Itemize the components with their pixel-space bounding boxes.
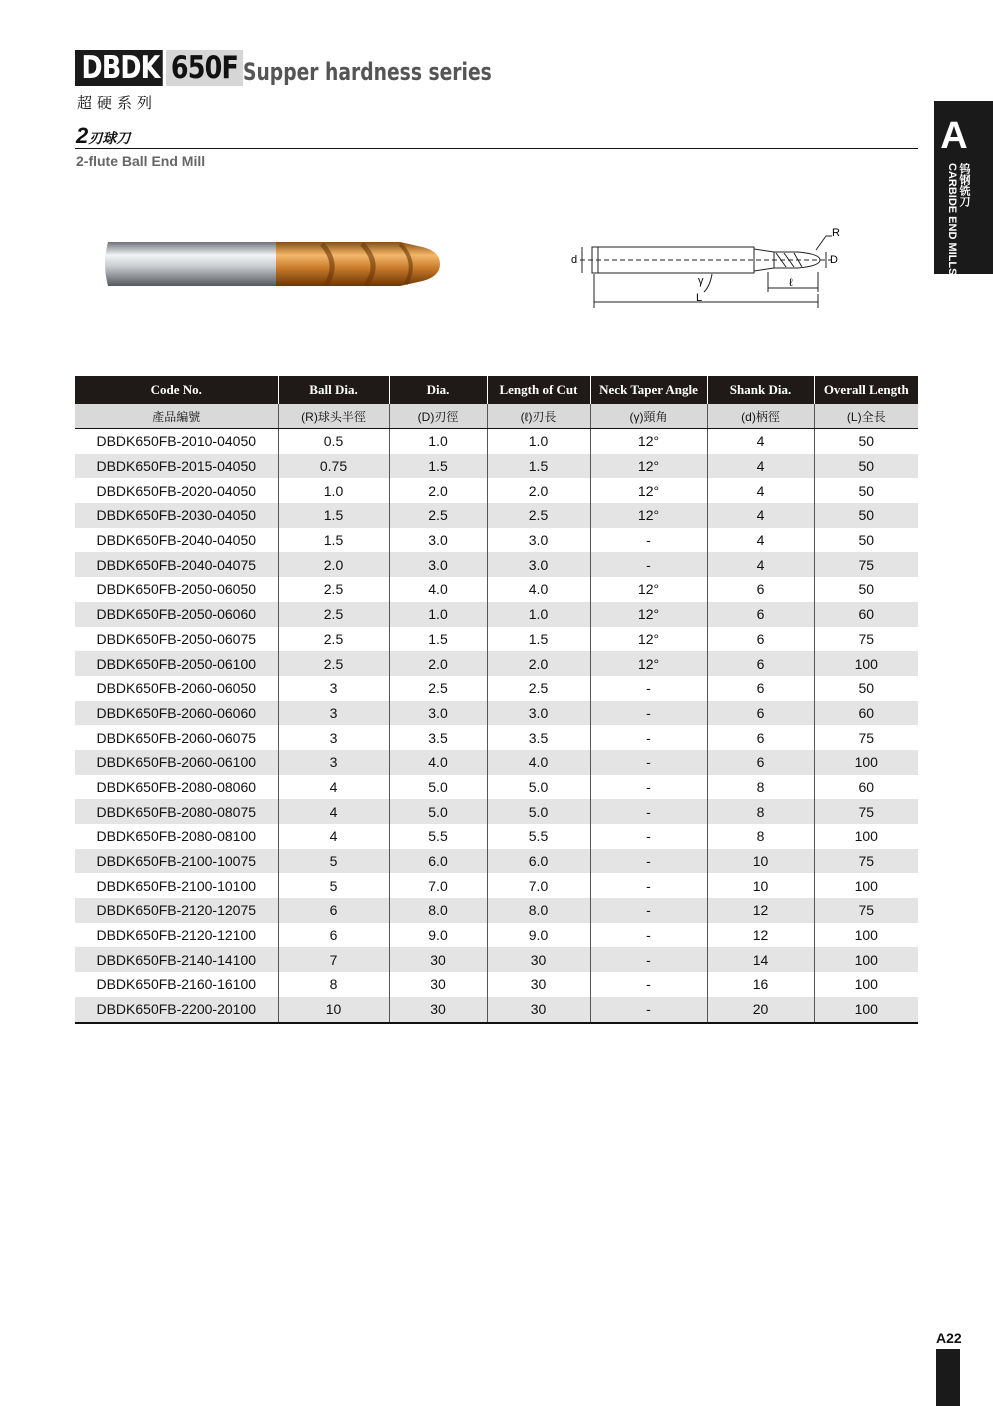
cell-length-of-cut: 1.0 bbox=[487, 602, 590, 627]
tool-dimension-diagram bbox=[562, 222, 852, 314]
flute-text-cn: 刃球刀 bbox=[88, 130, 131, 146]
table-row bbox=[75, 528, 918, 553]
flute-count: 2 bbox=[76, 123, 89, 148]
cell-shank-dia: 6 bbox=[707, 651, 814, 676]
cell-shank-dia: 4 bbox=[707, 528, 814, 553]
cell-dia: 30 bbox=[389, 947, 487, 972]
table-row bbox=[75, 775, 918, 800]
table-row bbox=[75, 824, 918, 849]
cell-shank-dia: 6 bbox=[707, 750, 814, 775]
cell-overall-length: 50 bbox=[814, 429, 918, 454]
cell-length-of-cut: 1.5 bbox=[487, 627, 590, 652]
cell-dia: 1.0 bbox=[389, 429, 487, 454]
table-row bbox=[75, 478, 918, 503]
cell-overall-length: 100 bbox=[814, 824, 918, 849]
table-row bbox=[75, 651, 918, 676]
cell-neck-taper-angle: - bbox=[590, 528, 707, 553]
table-row bbox=[75, 725, 918, 750]
cell-length-of-cut: 30 bbox=[487, 997, 590, 1023]
cell-neck-taper-angle: 12° bbox=[590, 602, 707, 627]
cell-ball-dia: 1.0 bbox=[278, 478, 389, 503]
spec-table-body bbox=[75, 429, 918, 1023]
cell-dia: 3.0 bbox=[389, 552, 487, 577]
table-row bbox=[75, 799, 918, 824]
cell-shank-dia: 4 bbox=[707, 478, 814, 503]
cell-shank-dia: 8 bbox=[707, 799, 814, 824]
cell-neck-taper-angle: 12° bbox=[590, 429, 707, 454]
cell-shank-dia: 8 bbox=[707, 775, 814, 800]
page-marker-bar bbox=[936, 1349, 960, 1406]
cell-overall-length: 60 bbox=[814, 775, 918, 800]
table-row bbox=[75, 701, 918, 726]
cell-ball-dia: 0.5 bbox=[278, 429, 389, 454]
cell-ball-dia: 4 bbox=[278, 775, 389, 800]
cell-ball-dia: 3 bbox=[278, 676, 389, 701]
label-dia: D bbox=[830, 254, 838, 266]
cell-ball-dia: 3 bbox=[278, 750, 389, 775]
table-row bbox=[75, 503, 918, 528]
cell-dia: 30 bbox=[389, 972, 487, 997]
cell-code-no: DBDK650FB-2100-10075 bbox=[75, 849, 278, 874]
column-header-cn-code-no: 產品編號 bbox=[75, 404, 278, 429]
cell-code-no: DBDK650FB-2010-04050 bbox=[96, 433, 257, 450]
cell-neck-taper-angle: - bbox=[590, 701, 707, 726]
table-row bbox=[75, 849, 918, 874]
cell-ball-dia: 2.0 bbox=[278, 552, 389, 577]
cell-dia: 1.5 bbox=[389, 454, 487, 479]
column-header-cn-shank-dia: (d)柄徑 bbox=[707, 404, 814, 429]
cell-neck-taper-angle: 12° bbox=[590, 651, 707, 676]
cell-code-no: DBDK650FB-2040-04075 bbox=[75, 552, 278, 577]
cell-dia: 5.0 bbox=[389, 799, 487, 824]
cell-ball-dia: 6 bbox=[278, 898, 389, 923]
cell-overall-length: 50 bbox=[814, 478, 918, 503]
cell-neck-taper-angle: - bbox=[590, 725, 707, 750]
cell-shank-dia: 4 bbox=[707, 454, 814, 479]
cell-ball-dia: 0.75 bbox=[278, 454, 389, 479]
cell-length-of-cut: 2.5 bbox=[487, 503, 590, 528]
cell-dia: 2.5 bbox=[389, 503, 487, 528]
cell-code-no: DBDK650FB-2030-04050 bbox=[75, 503, 278, 528]
cell-code-no: DBDK650FB-2080-08075 bbox=[75, 799, 278, 824]
table-row bbox=[75, 750, 918, 775]
cell-dia: 8.0 bbox=[389, 898, 487, 923]
cell-neck-taper-angle: - bbox=[590, 947, 707, 972]
cell-length-of-cut: 6.0 bbox=[487, 849, 590, 874]
ball-end-mill-photo bbox=[100, 230, 445, 296]
cell-shank-dia: 8 bbox=[707, 824, 814, 849]
cell-code-no: DBDK650FB-2060-06060 bbox=[75, 701, 278, 726]
cell-length-of-cut: 5.0 bbox=[487, 799, 590, 824]
cell-code-no: DBDK650FB-2050-06060 bbox=[75, 602, 278, 627]
column-header-dia: Dia. bbox=[389, 376, 487, 404]
cell-overall-length: 75 bbox=[814, 849, 918, 874]
table-row bbox=[75, 676, 918, 701]
cell-length-of-cut: 4.0 bbox=[487, 750, 590, 775]
cell-dia: 2.0 bbox=[389, 651, 487, 676]
column-header-neck-taper-angle: Neck Taper Angle bbox=[590, 376, 707, 404]
chapter-label-cn: 钨钢铣刀 bbox=[958, 163, 970, 207]
cell-shank-dia: 4 bbox=[707, 429, 814, 454]
cell-length-of-cut: 3.5 bbox=[487, 725, 590, 750]
cell-ball-dia: 2.5 bbox=[278, 602, 389, 627]
cell-dia: 2.5 bbox=[389, 676, 487, 701]
column-header-length-of-cut: Length of Cut bbox=[487, 376, 590, 404]
table-row bbox=[75, 997, 918, 1023]
table-row bbox=[75, 454, 918, 479]
cell-shank-dia: 6 bbox=[707, 602, 814, 627]
cell-shank-dia: 6 bbox=[707, 725, 814, 750]
cell-ball-dia: 2.5 bbox=[278, 651, 389, 676]
column-header-cn-overall-length: (L)全長 bbox=[814, 404, 918, 429]
cell-overall-length: 75 bbox=[814, 552, 918, 577]
cell-length-of-cut: 2.5 bbox=[487, 676, 590, 701]
cell-overall-length: 50 bbox=[814, 528, 918, 553]
cell-shank-dia: 6 bbox=[707, 577, 814, 602]
cell-overall-length: 75 bbox=[814, 799, 918, 824]
cell-ball-dia: 3 bbox=[278, 725, 389, 750]
cell-overall-length: 100 bbox=[814, 873, 918, 898]
cell-length-of-cut: 5.5 bbox=[487, 824, 590, 849]
column-header-code-no: Code No. bbox=[75, 376, 278, 404]
header-row-cn bbox=[75, 404, 918, 429]
cell-length-of-cut: 3.0 bbox=[487, 552, 590, 577]
cell-neck-taper-angle: - bbox=[590, 824, 707, 849]
cell-dia: 3.0 bbox=[389, 701, 487, 726]
section-title: 2-flute Ball End Mill bbox=[76, 153, 206, 169]
cell-code-no: DBDK650FB-2050-06075 bbox=[96, 630, 257, 647]
header-rule bbox=[75, 148, 918, 149]
cell-ball-dia: 6 bbox=[278, 923, 389, 948]
column-header-cn-neck-taper-angle: (γ)頸角 bbox=[590, 404, 707, 429]
cell-dia: 2.0 bbox=[389, 478, 487, 503]
cell-neck-taper-angle: - bbox=[590, 997, 707, 1023]
section-title-cn bbox=[76, 123, 130, 149]
cell-length-of-cut: 3.0 bbox=[487, 701, 590, 726]
cell-dia: 5.0 bbox=[389, 775, 487, 800]
cell-overall-length: 75 bbox=[814, 627, 918, 652]
label-d: d bbox=[571, 254, 578, 266]
cell-overall-length: 100 bbox=[814, 651, 918, 676]
header-row-en bbox=[75, 376, 918, 404]
cell-shank-dia: 20 bbox=[707, 997, 814, 1023]
cell-ball-dia: 2.5 bbox=[278, 577, 389, 602]
chapter-letter: A bbox=[940, 115, 968, 157]
cell-neck-taper-angle: 12° bbox=[590, 503, 707, 528]
cell-overall-length: 50 bbox=[814, 454, 918, 479]
cell-shank-dia: 14 bbox=[707, 947, 814, 972]
cell-neck-taper-angle: - bbox=[590, 676, 707, 701]
cell-ball-dia: 1.5 bbox=[278, 528, 389, 553]
column-header-cn-length-of-cut: (ℓ)刃長 bbox=[487, 404, 590, 429]
cell-length-of-cut: 8.0 bbox=[487, 898, 590, 923]
cell-shank-dia: 4 bbox=[707, 503, 814, 528]
cell-length-of-cut: 30 bbox=[487, 947, 590, 972]
cell-neck-taper-angle: 12° bbox=[590, 627, 707, 652]
cell-length-of-cut: 30 bbox=[487, 972, 590, 997]
cell-ball-dia: 7 bbox=[278, 947, 389, 972]
cell-overall-length: 50 bbox=[814, 503, 918, 528]
cell-overall-length: 100 bbox=[814, 972, 918, 997]
label-r: R bbox=[832, 227, 840, 239]
cell-length-of-cut: 5.0 bbox=[487, 775, 590, 800]
cell-neck-taper-angle: - bbox=[590, 552, 707, 577]
cell-neck-taper-angle: 12° bbox=[590, 577, 707, 602]
cell-length-of-cut: 9.0 bbox=[487, 923, 590, 948]
label-length-of-cut: ℓ bbox=[789, 277, 793, 289]
cell-overall-length: 100 bbox=[814, 947, 918, 972]
cell-dia: 30 bbox=[389, 997, 487, 1023]
cell-shank-dia: 6 bbox=[707, 676, 814, 701]
column-header-shank-dia: Shank Dia. bbox=[707, 376, 814, 404]
cell-dia: 7.0 bbox=[389, 873, 487, 898]
cell-dia: 9.0 bbox=[389, 923, 487, 948]
cell-neck-taper-angle: - bbox=[590, 898, 707, 923]
chapter-label bbox=[946, 163, 970, 275]
spec-table bbox=[75, 376, 918, 1024]
cell-neck-taper-angle: 12° bbox=[590, 454, 707, 479]
cell-neck-taper-angle: - bbox=[590, 849, 707, 874]
cell-length-of-cut: 1.0 bbox=[487, 429, 590, 454]
cell-shank-dia: 10 bbox=[707, 849, 814, 874]
cell-neck-taper-angle: - bbox=[590, 873, 707, 898]
table-row bbox=[75, 552, 918, 577]
table-row bbox=[75, 577, 918, 602]
table-row bbox=[75, 898, 918, 923]
cell-shank-dia: 16 bbox=[707, 972, 814, 997]
chapter-tab bbox=[934, 101, 993, 274]
column-header-ball-dia: Ball Dia. bbox=[278, 376, 389, 404]
label-gamma: γ bbox=[698, 275, 704, 287]
page-number: A22 bbox=[936, 1330, 962, 1346]
cell-ball-dia: 2.5 bbox=[278, 627, 389, 652]
cell-neck-taper-angle: - bbox=[590, 775, 707, 800]
table-row bbox=[75, 923, 918, 948]
cell-dia: 4.0 bbox=[389, 577, 487, 602]
cell-overall-length: 60 bbox=[814, 701, 918, 726]
cell-code-no: DBDK650FB-2040-04050 bbox=[96, 532, 257, 549]
cell-ball-dia: 5 bbox=[278, 849, 389, 874]
cell-overall-length: 100 bbox=[814, 750, 918, 775]
cell-ball-dia: 1.5 bbox=[278, 503, 389, 528]
series-title-cn: 超硬系列 bbox=[77, 95, 158, 112]
cell-code-no: DBDK650FB-2060-06100 bbox=[75, 750, 278, 775]
cell-overall-length: 75 bbox=[814, 898, 918, 923]
cell-code-no: DBDK650FB-2100-10100 bbox=[96, 877, 257, 894]
cell-ball-dia: 4 bbox=[278, 824, 389, 849]
cell-code-no: DBDK650FB-2060-06050 bbox=[96, 680, 257, 697]
cell-dia: 5.5 bbox=[389, 824, 487, 849]
cell-shank-dia: 12 bbox=[707, 898, 814, 923]
cell-dia: 3.0 bbox=[389, 528, 487, 553]
cell-ball-dia: 4 bbox=[278, 799, 389, 824]
cell-shank-dia: 4 bbox=[707, 552, 814, 577]
brand-model: 650F bbox=[166, 50, 243, 86]
cell-code-no: DBDK650FB-2200-20100 bbox=[75, 997, 278, 1023]
cell-shank-dia: 12 bbox=[707, 923, 814, 948]
column-header-cn-ball-dia: (R)球头半徑 bbox=[278, 404, 389, 429]
cell-code-no: DBDK650FB-2160-16100 bbox=[96, 976, 257, 993]
cell-code-no: DBDK650FB-2015-04050 bbox=[75, 454, 278, 479]
cell-neck-taper-angle: - bbox=[590, 750, 707, 775]
label-overall-length: L bbox=[696, 292, 703, 304]
cell-overall-length: 75 bbox=[814, 725, 918, 750]
cell-code-no: DBDK650FB-2020-04050 bbox=[96, 482, 257, 499]
cell-length-of-cut: 4.0 bbox=[487, 577, 590, 602]
table-row bbox=[75, 627, 918, 652]
cell-neck-taper-angle: - bbox=[590, 799, 707, 824]
table-row bbox=[75, 429, 918, 454]
cell-length-of-cut: 1.5 bbox=[487, 454, 590, 479]
cell-overall-length: 50 bbox=[814, 676, 918, 701]
column-header-cn-dia: (D)刃徑 bbox=[389, 404, 487, 429]
brand-logo bbox=[75, 50, 260, 86]
cell-dia: 3.5 bbox=[389, 725, 487, 750]
cell-dia: 1.5 bbox=[389, 627, 487, 652]
cell-code-no: DBDK650FB-2060-06075 bbox=[96, 729, 257, 746]
cell-code-no: DBDK650FB-2120-12100 bbox=[96, 927, 257, 944]
chapter-label-en: CARBIDE END MILLS bbox=[946, 163, 958, 276]
cell-code-no: DBDK650FB-2080-08060 bbox=[96, 778, 257, 795]
cell-neck-taper-angle: - bbox=[590, 923, 707, 948]
cell-dia: 6.0 bbox=[389, 849, 487, 874]
table-row bbox=[75, 947, 918, 972]
cell-code-no: DBDK650FB-2120-12075 bbox=[75, 898, 278, 923]
cell-length-of-cut: 3.0 bbox=[487, 528, 590, 553]
table-row bbox=[75, 602, 918, 627]
cell-code-no: DBDK650FB-2140-14100 bbox=[75, 947, 278, 972]
cell-code-no: DBDK650FB-2080-08100 bbox=[96, 828, 257, 845]
cell-neck-taper-angle: - bbox=[590, 972, 707, 997]
cell-code-no: DBDK650FB-2050-06050 bbox=[96, 581, 257, 598]
cell-length-of-cut: 2.0 bbox=[487, 651, 590, 676]
cell-ball-dia: 5 bbox=[278, 873, 389, 898]
cell-overall-length: 100 bbox=[814, 923, 918, 948]
cell-dia: 4.0 bbox=[389, 750, 487, 775]
cell-length-of-cut: 7.0 bbox=[487, 873, 590, 898]
cell-shank-dia: 6 bbox=[707, 701, 814, 726]
series-title: Supper hardness series bbox=[243, 58, 492, 86]
cell-length-of-cut: 2.0 bbox=[487, 478, 590, 503]
cell-ball-dia: 8 bbox=[278, 972, 389, 997]
cell-neck-taper-angle: 12° bbox=[590, 478, 707, 503]
column-header-overall-length: Overall Length bbox=[814, 376, 918, 404]
cell-shank-dia: 10 bbox=[707, 873, 814, 898]
table-row bbox=[75, 873, 918, 898]
brand-code: DBDK bbox=[75, 50, 163, 86]
cell-dia: 1.0 bbox=[389, 602, 487, 627]
table-row bbox=[75, 972, 918, 997]
cell-ball-dia: 10 bbox=[278, 997, 389, 1023]
cell-overall-length: 50 bbox=[814, 577, 918, 602]
cell-code-no: DBDK650FB-2050-06100 bbox=[75, 651, 278, 676]
cell-overall-length: 100 bbox=[814, 997, 918, 1023]
cell-ball-dia: 3 bbox=[278, 701, 389, 726]
cell-shank-dia: 6 bbox=[707, 627, 814, 652]
cell-overall-length: 60 bbox=[814, 602, 918, 627]
